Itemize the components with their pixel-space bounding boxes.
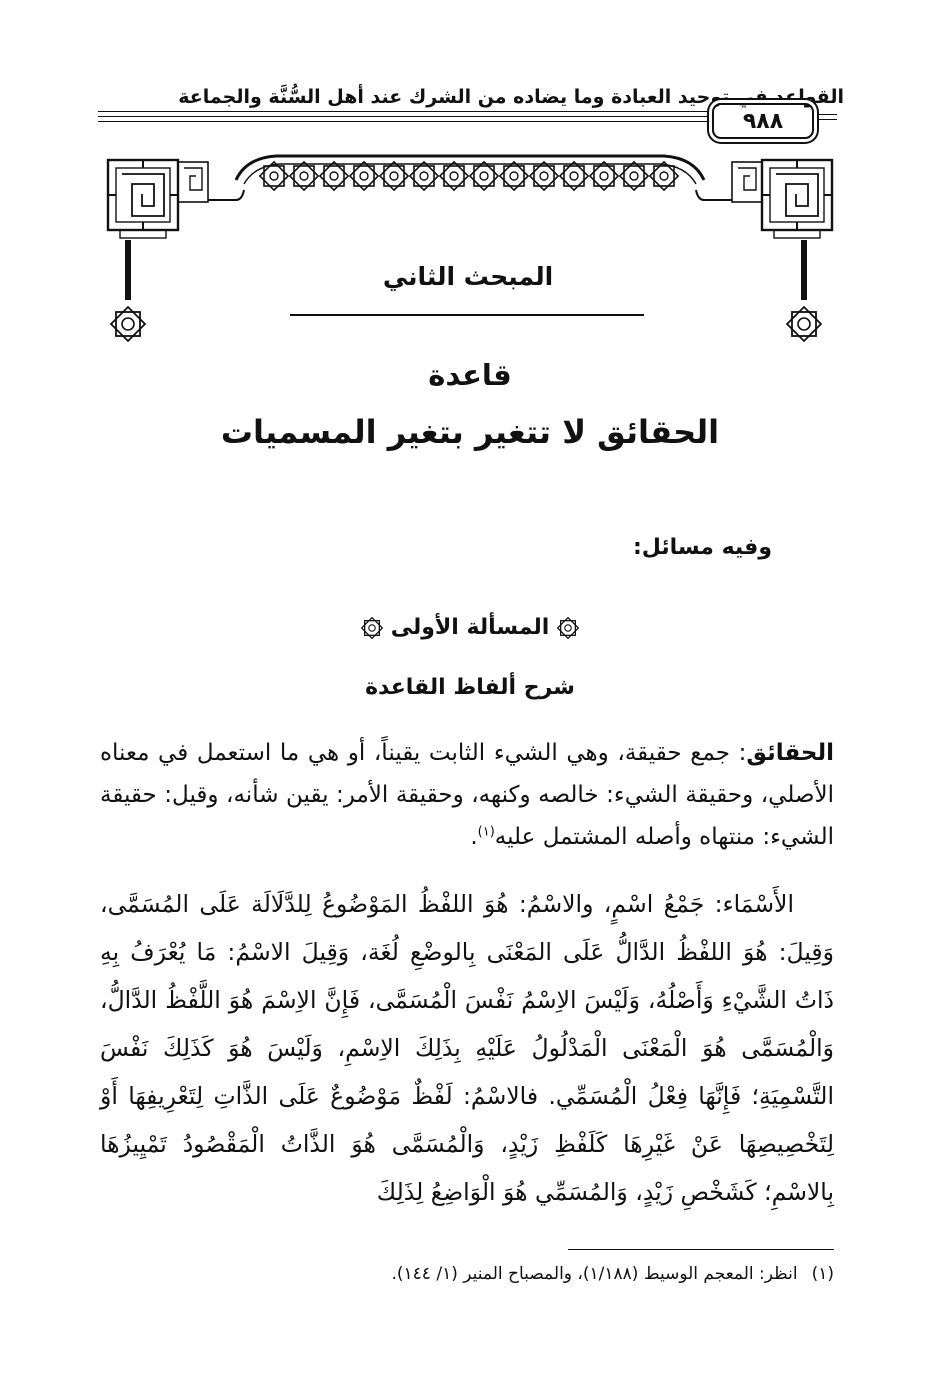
right-star-icon <box>787 307 821 341</box>
page-number <box>712 103 814 139</box>
page-number-text: ٩٨٨ <box>742 108 784 134</box>
left-meander-ornament <box>108 160 178 230</box>
intro-text: وفيه مسائل: <box>632 535 772 560</box>
question-heading <box>0 615 940 640</box>
footnote-number: (١) <box>811 1264 834 1284</box>
footnote-separator <box>568 1249 834 1250</box>
left-star-icon <box>111 307 145 341</box>
explanation-heading: شرح ألفاظ القاعدة <box>365 675 575 700</box>
paragraph-end: . <box>470 824 478 850</box>
header-rule-bottom <box>98 121 708 122</box>
page-number-rule-1 <box>817 114 837 115</box>
section-title: المبحث الثاني <box>382 262 554 291</box>
right-meander-ornament <box>762 160 832 230</box>
star-row <box>260 162 678 190</box>
section-title-underline <box>290 314 644 316</box>
rule-heading: الحقائق لا تتغير بتغير المسميات <box>220 413 720 451</box>
question-title: المسألة الأولى <box>390 615 550 640</box>
header-rule-middle <box>98 116 708 117</box>
header-rule-top <box>98 111 708 112</box>
running-title: القواعد في توحيد العبادة وما يضاده من الشرك عند أهل السُّنَّة والجماعة <box>178 86 844 108</box>
paragraph-definition-asmaa: الأَسْمَاء: جَمْعُ اسْمٍ، والاسْمُ: هُوَ اللفْظُ المَوْضُوعُ لِلدَّلَالَة عَلَى المُسَمَّى، وَقِيلَ: هُوَ اللفْظُ الدَّالُّ عَلَى المَعْنَى بِالوضْعِ لُغَة، وَقِيلَ الاسْمُ: مَا يُعْرَفُ بِهِ ذَاتُ الشَّيْءِ وَأَصْلُهُ، وَلَيْسَ الاِسْمُ نَفْسَ الْمُسَمَّى، فَإِنَّ الاِسْمَ هُوَ اللَّفْظُ الدَّالُّ، وَالْمُسَمَّى هُوَ الْمَعْنَى الْمَدْلُولُ عَلَيْهِ بِذَلِكَ الاِسْمِ، وَلَيْسَ هُوَ كَذَلِكَ نَفْسَ التَّسْمِيَةِ؛ فَإِنَّهَا فِعْلُ الْمُسَمِّي. فالاسْمُ: لَفْظٌ مَوْضُوعٌ عَلَى الذَّاتِ لِتَعْرِيفِهَا أَوْ لِتَخْصِيصِهَا عَنْ غَيْرِهَا كَلَفْظِ زَيْدٍ، وَالْمُسَمَّى هُوَ الذَّاتُ الْمَقْصُودُ تَمْيِيزُهَا بِالاسْمِ؛ كَشَخْصِ زَيْدٍ، وَالمُسَمِّي هُوَ الْوَاضِعُ لِذَلِكَ <box>100 890 834 1206</box>
paragraph-text: : جمع حقيقة، وهي الشيء الثابت يقيناً، أو هي ما استعمل في معناه الأصلي، وحقيقة الشيء: خالصه وكنهه، وحقيقة الأمر: يقين شأنه، وقيل: حقيقة الشيء: منتهاه وأصله المشتمل عليه <box>100 740 834 850</box>
footnote-text: انظر: المعجم الوسيط (١/١٨٨)، والمصباح المنير (١/ ١٤٤). <box>391 1264 798 1284</box>
page-number-rule-2 <box>817 119 837 120</box>
star-ornament-icon <box>361 617 383 639</box>
footnote <box>391 1264 834 1284</box>
footnote-reference: (١) <box>477 824 495 840</box>
star-ornament-icon <box>557 617 579 639</box>
rule-label: قاعدة <box>428 358 512 392</box>
chapter-ornament <box>96 140 844 350</box>
term-haqaiq: الحقائق <box>746 740 834 766</box>
paragraph-definition-haqaiq <box>100 732 834 858</box>
